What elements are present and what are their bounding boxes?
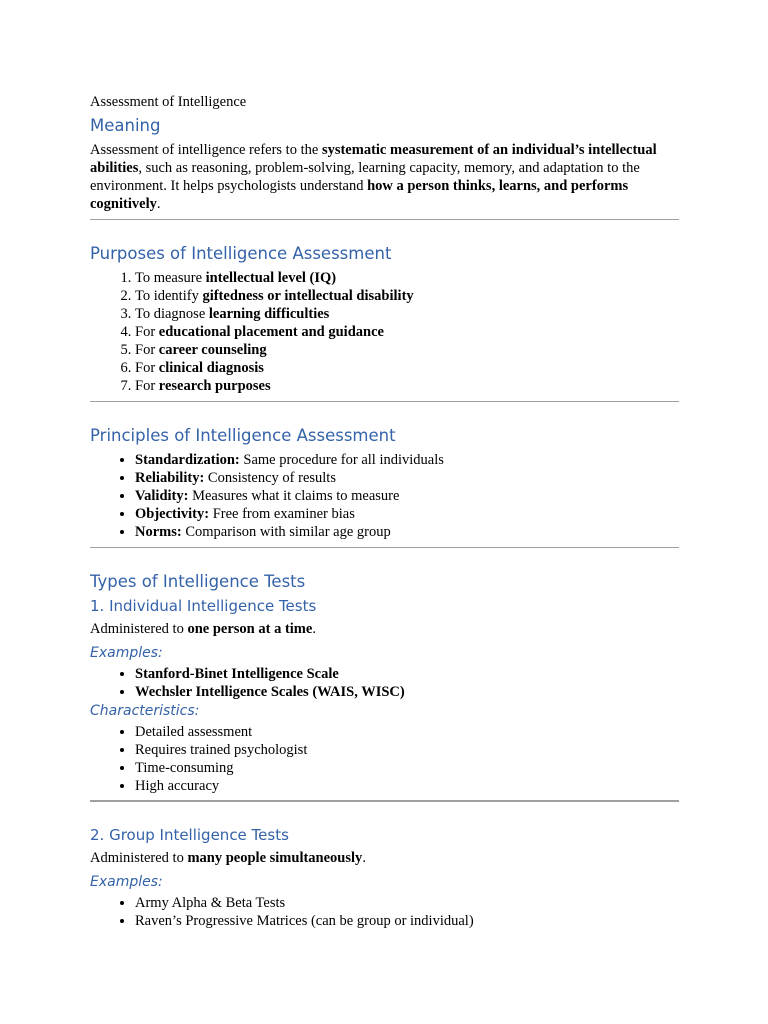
purposes-heading: Purposes of Intelligence Assessment <box>90 244 392 263</box>
admin-prefix: Administered to <box>90 850 188 866</box>
meaning-paragraph <box>90 141 679 213</box>
purpose-prefix: For <box>135 342 159 358</box>
principles-list <box>90 451 679 541</box>
purpose-bold: giftedness or intellectual disability <box>202 288 414 304</box>
purpose-prefix: To measure <box>135 270 206 286</box>
individual-admin-text <box>90 620 679 638</box>
principle-desc: Measures what it claims to measure <box>188 488 400 504</box>
purpose-item <box>135 377 679 395</box>
principle-desc: Free from examiner bias <box>209 506 355 522</box>
characteristic-item: • High accuracy <box>135 777 679 795</box>
section-divider <box>90 401 679 402</box>
purpose-bold: educational placement and guidance <box>158 324 384 340</box>
principle-term: Standardization: <box>135 452 240 468</box>
section-divider <box>90 219 679 220</box>
example-item <box>135 665 679 683</box>
principle-item <box>135 451 679 469</box>
purpose-bold: research purposes <box>158 378 271 394</box>
principle-item <box>135 523 679 541</box>
individual-characteristics-label: Characteristics: <box>90 703 200 719</box>
principles-heading: Principles of Intelligence Assessment <box>90 426 396 445</box>
principle-item <box>135 487 679 505</box>
principle-term: Norms: <box>135 524 182 540</box>
principle-term: Objectivity: <box>135 506 210 522</box>
admin-prefix: Administered to <box>90 621 188 637</box>
purpose-bold: clinical diagnosis <box>158 360 264 376</box>
example-text: Stanford-Binet Intelligence Scale <box>135 666 339 682</box>
purpose-item <box>135 323 679 341</box>
meaning-bold-1: systematic measurement of an individual’s intellectual abilities <box>90 142 657 176</box>
meaning-bold-2: how a person thinks, learns, and performs cognitively <box>90 178 629 212</box>
example-item: • Army Alpha & Beta Tests <box>135 894 679 912</box>
individual-examples-list <box>90 665 679 701</box>
principle-term: Validity: <box>135 488 189 504</box>
purpose-bold: learning difficulties <box>208 306 330 322</box>
admin-suffix: . <box>362 850 366 866</box>
meaning-text-1: Assessment of intelligence refers to the <box>90 142 322 158</box>
purpose-item <box>135 287 679 305</box>
purpose-item <box>135 341 679 359</box>
group-admin-text <box>90 849 679 867</box>
meaning-heading: Meaning <box>90 116 161 135</box>
individual-tests-heading: 1. Individual Intelligence Tests <box>90 597 317 615</box>
types-heading: Types of Intelligence Tests <box>90 572 306 591</box>
purpose-prefix: For <box>135 324 159 340</box>
purpose-item <box>135 305 679 323</box>
admin-bold: one person at a time <box>187 621 313 637</box>
principle-desc: Same procedure for all individuals <box>239 452 444 468</box>
characteristic-item: • Detailed assessment <box>135 723 679 741</box>
purposes-list <box>90 269 679 395</box>
purpose-item <box>135 269 679 287</box>
document-page <box>90 93 679 930</box>
meaning-text-3: . <box>156 196 161 212</box>
document-title: Assessment of Intelligence <box>90 94 247 110</box>
purpose-item <box>135 359 679 377</box>
principle-desc: Consistency of results <box>204 470 336 486</box>
meaning-text-2: , such as reasoning, problem-solving, learning capacity, memory, and adaptation to the environment. It helps psychologists understand <box>90 160 640 194</box>
principle-item <box>135 505 679 523</box>
admin-suffix: . <box>312 621 316 637</box>
example-item: • Raven’s Progressive Matrices (can be group or individual) <box>135 912 679 930</box>
purpose-prefix: To diagnose <box>135 306 209 322</box>
section-divider <box>90 547 679 548</box>
individual-examples-label: Examples: <box>90 645 163 661</box>
characteristic-item: • Time-consuming <box>135 759 679 777</box>
group-tests-heading: 2. Group Intelligence Tests <box>90 826 289 844</box>
purpose-bold: career counseling <box>158 342 267 358</box>
group-examples-list <box>90 894 679 930</box>
example-item <box>135 683 679 701</box>
purpose-bold: intellectual level (IQ) <box>205 270 337 286</box>
principle-term: Reliability: <box>135 470 205 486</box>
individual-characteristics-list <box>90 723 679 795</box>
admin-bold: many people simultaneously <box>187 850 363 866</box>
purpose-prefix: To identify <box>135 288 203 304</box>
principle-item <box>135 469 679 487</box>
example-text: Wechsler Intelligence Scales (WAIS, WISC) <box>135 684 405 700</box>
characteristic-item: • Requires trained psychologist <box>135 741 679 759</box>
section-divider <box>90 800 679 802</box>
purpose-prefix: For <box>135 360 159 376</box>
purpose-prefix: For <box>135 378 159 394</box>
principle-desc: Comparison with similar age group <box>181 524 391 540</box>
group-examples-label: Examples: <box>90 874 163 890</box>
